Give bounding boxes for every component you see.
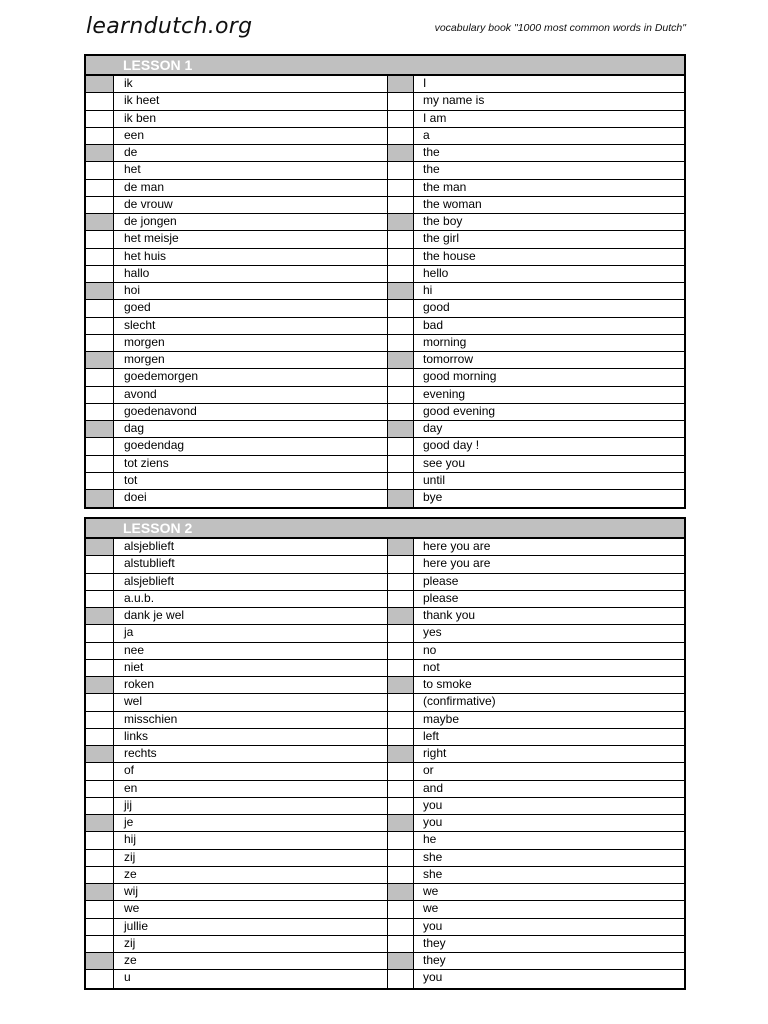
- row-marker-cell: [86, 231, 114, 247]
- dutch-word: u: [114, 970, 388, 987]
- dutch-word: goedenavond: [114, 404, 388, 420]
- vocab-row: [86, 473, 684, 490]
- english-translation: the boy: [423, 214, 463, 228]
- row-marker-cell: [388, 539, 414, 555]
- vocab-row: [86, 850, 684, 867]
- row-marker-cell: [388, 249, 414, 265]
- dutch-word: de: [114, 145, 388, 161]
- dutch-word: wel: [114, 694, 388, 710]
- vocab-row: [86, 936, 684, 953]
- vocab-row: [86, 76, 684, 93]
- row-marker-cell: [388, 231, 414, 247]
- dutch-word: alsjeblieft: [114, 539, 388, 555]
- english-translation: and: [423, 780, 444, 795]
- vocab-row: [86, 438, 684, 455]
- vocab-row: [86, 180, 684, 197]
- vocab-row: [86, 369, 684, 386]
- row-marker-cell: [388, 283, 414, 299]
- row-marker-cell: [388, 729, 414, 745]
- row-marker-cell: [388, 677, 414, 693]
- row-marker-cell: [388, 970, 414, 987]
- english-translation: the girl: [423, 231, 460, 246]
- english-translation: morning: [423, 334, 467, 349]
- english-translation: left: [423, 728, 440, 743]
- vocab-row: [86, 197, 684, 214]
- row-marker-cell: [86, 456, 114, 472]
- vocab-row: [86, 901, 684, 918]
- row-marker-cell: [388, 643, 414, 659]
- row-marker-cell: [86, 162, 114, 178]
- english-translation: right: [423, 746, 447, 760]
- row-marker-cell: [86, 694, 114, 710]
- row-marker-cell: [86, 850, 114, 866]
- row-marker-cell: [388, 781, 414, 797]
- row-marker-cell: [388, 746, 414, 762]
- vocab-row: [86, 335, 684, 352]
- english-translation: see you: [423, 455, 466, 470]
- row-marker-cell: [86, 643, 114, 659]
- row-marker-cell: [388, 335, 414, 351]
- row-marker-cell: [388, 953, 414, 969]
- row-marker-cell: [86, 660, 114, 676]
- row-marker-cell: [388, 694, 414, 710]
- dutch-word: ik heet: [114, 93, 388, 109]
- row-marker-cell: [388, 901, 414, 917]
- vocab-row: [86, 456, 684, 473]
- english-translation: here you are: [423, 556, 491, 571]
- row-marker-cell: [388, 763, 414, 779]
- english-translation: you: [423, 797, 443, 812]
- row-marker-cell: [86, 591, 114, 607]
- row-marker-cell: [86, 369, 114, 385]
- vocab-row: [86, 145, 684, 162]
- dutch-word: een: [114, 128, 388, 144]
- row-marker-cell: [388, 404, 414, 420]
- row-marker-cell: [86, 214, 114, 230]
- row-marker-cell: [86, 953, 114, 969]
- dutch-word: tot ziens: [114, 456, 388, 472]
- vocab-row: [86, 214, 684, 231]
- vocab-row: [86, 781, 684, 798]
- row-marker-cell: [86, 729, 114, 745]
- vocab-row: [86, 111, 684, 128]
- row-marker-cell: [86, 283, 114, 299]
- row-marker-cell: [86, 300, 114, 316]
- english-translation: or: [423, 763, 434, 778]
- row-marker-cell: [86, 677, 114, 693]
- vocab-row: [86, 694, 684, 711]
- row-marker-cell: [86, 763, 114, 779]
- dutch-word: morgen: [114, 352, 388, 368]
- dutch-word: hij: [114, 832, 388, 848]
- row-marker-cell: [388, 352, 414, 368]
- vocab-row: [86, 574, 684, 591]
- row-marker-cell: [388, 591, 414, 607]
- english-translation: the house: [423, 248, 476, 263]
- row-marker-cell: [86, 352, 114, 368]
- vocab-row: [86, 953, 684, 970]
- row-marker-cell: [388, 798, 414, 814]
- english-translation: bye: [423, 490, 443, 504]
- vocab-row: [86, 729, 684, 746]
- row-marker-cell: [388, 111, 414, 127]
- english-translation: I: [423, 76, 427, 90]
- vocab-row: [86, 556, 684, 573]
- row-marker-cell: [388, 712, 414, 728]
- row-marker-cell: [388, 300, 414, 316]
- row-marker-cell: [86, 387, 114, 403]
- english-translation: my name is: [423, 93, 485, 108]
- english-translation: the: [423, 162, 440, 177]
- english-translation: hi: [423, 283, 433, 297]
- row-marker-cell: [388, 214, 414, 230]
- english-translation: the: [423, 145, 440, 159]
- vocab-row: [86, 283, 684, 300]
- row-marker-cell: [388, 369, 414, 385]
- vocab-row: [86, 815, 684, 832]
- english-translation: she: [423, 866, 443, 881]
- english-translation: we: [423, 884, 439, 898]
- row-marker-cell: [86, 249, 114, 265]
- dutch-word: goed: [114, 300, 388, 316]
- row-marker-cell: [388, 660, 414, 676]
- row-marker-cell: [86, 318, 114, 334]
- english-translation: good morning: [423, 369, 497, 384]
- vocab-row: [86, 832, 684, 849]
- vocab-row: [86, 712, 684, 729]
- vocab-row: [86, 421, 684, 438]
- row-marker-cell: [86, 421, 114, 437]
- row-marker-cell: [86, 197, 114, 213]
- row-marker-cell: [388, 145, 414, 161]
- dutch-word: roken: [114, 677, 388, 693]
- english-translation: he: [423, 832, 437, 847]
- dutch-word: hoi: [114, 283, 388, 299]
- lesson-rows: [86, 539, 684, 988]
- dutch-word: en: [114, 781, 388, 797]
- vocab-row: [86, 643, 684, 660]
- row-marker-cell: [86, 608, 114, 624]
- row-marker-cell: [86, 901, 114, 917]
- row-marker-cell: [388, 867, 414, 883]
- dutch-word: ik: [114, 76, 388, 92]
- dutch-word: zij: [114, 850, 388, 866]
- english-translation: please: [423, 590, 459, 605]
- vocab-row: [86, 539, 684, 556]
- dutch-word: we: [114, 901, 388, 917]
- dutch-word: ze: [114, 953, 388, 969]
- dutch-word: je: [114, 815, 388, 831]
- row-marker-cell: [86, 76, 114, 92]
- row-marker-cell: [86, 746, 114, 762]
- dutch-word: morgen: [114, 335, 388, 351]
- row-marker-cell: [388, 438, 414, 454]
- row-marker-cell: [86, 438, 114, 454]
- row-marker-cell: [388, 266, 414, 282]
- lesson-header: [86, 56, 684, 76]
- row-marker-cell: [86, 490, 114, 507]
- english-translation: no: [423, 642, 437, 657]
- english-translation: bad: [423, 317, 444, 332]
- row-marker-cell: [388, 197, 414, 213]
- vocab-row: [86, 352, 684, 369]
- dutch-word: ja: [114, 625, 388, 641]
- vocab-row: [86, 128, 684, 145]
- dutch-word: avond: [114, 387, 388, 403]
- english-translation: yes: [423, 625, 442, 640]
- lesson-rows: [86, 76, 684, 507]
- vocab-row: [86, 300, 684, 317]
- row-marker-cell: [388, 608, 414, 624]
- english-translation: a: [423, 127, 430, 142]
- vocab-row: [86, 404, 684, 421]
- lesson-1-table: [84, 54, 686, 509]
- vocab-row: [86, 387, 684, 404]
- english-translation: thank you: [423, 608, 476, 622]
- english-translation: we: [423, 901, 439, 916]
- english-translation: they: [423, 935, 446, 950]
- dutch-word: a.u.b.: [114, 591, 388, 607]
- row-marker-cell: [388, 832, 414, 848]
- row-marker-cell: [86, 539, 114, 555]
- row-marker-cell: [388, 456, 414, 472]
- vocab-row: [86, 660, 684, 677]
- row-marker-cell: [388, 162, 414, 178]
- vocab-row: [86, 763, 684, 780]
- row-marker-cell: [86, 815, 114, 831]
- english-translation: you: [423, 918, 443, 933]
- row-marker-cell: [86, 335, 114, 351]
- dutch-word: doei: [114, 490, 388, 507]
- dutch-word: slecht: [114, 318, 388, 334]
- vocab-row: [86, 919, 684, 936]
- row-marker-cell: [388, 421, 414, 437]
- vocab-row: [86, 625, 684, 642]
- english-translation: the man: [423, 179, 467, 194]
- row-marker-cell: [86, 970, 114, 987]
- english-translation: here you are: [423, 539, 491, 553]
- row-marker-cell: [86, 919, 114, 935]
- english-translation: hello: [423, 265, 449, 280]
- row-marker-cell: [86, 180, 114, 196]
- vocab-row: [86, 608, 684, 625]
- row-marker-cell: [86, 884, 114, 900]
- vocab-row: [86, 970, 684, 987]
- dutch-word: ze: [114, 867, 388, 883]
- vocab-row: [86, 490, 684, 507]
- row-marker-cell: [86, 556, 114, 572]
- row-marker-cell: [388, 815, 414, 831]
- english-translation: you: [423, 970, 443, 985]
- dutch-word: rechts: [114, 746, 388, 762]
- row-marker-cell: [86, 832, 114, 848]
- lesson-title: LESSON 2: [123, 520, 193, 536]
- row-marker-cell: [86, 574, 114, 590]
- dutch-word: of: [114, 763, 388, 779]
- dutch-word: alsjeblieft: [114, 574, 388, 590]
- vocab-row: [86, 162, 684, 179]
- dutch-word: jullie: [114, 919, 388, 935]
- vocab-row: [86, 867, 684, 884]
- dutch-word: ik ben: [114, 111, 388, 127]
- dutch-word: de jongen: [114, 214, 388, 230]
- english-translation: until: [423, 472, 446, 487]
- row-marker-cell: [388, 850, 414, 866]
- lesson-title: LESSON 1: [123, 57, 193, 73]
- dutch-word: nee: [114, 643, 388, 659]
- english-translation: I am: [423, 110, 447, 125]
- row-marker-cell: [86, 625, 114, 641]
- row-marker-cell: [388, 490, 414, 507]
- english-translation: to smoke: [423, 677, 472, 691]
- row-marker-cell: [388, 625, 414, 641]
- row-marker-cell: [388, 128, 414, 144]
- book-subtitle: vocabulary book "1000 most common words in Dutch": [434, 22, 686, 34]
- dutch-word: het: [114, 162, 388, 178]
- row-marker-cell: [86, 111, 114, 127]
- row-marker-cell: [388, 76, 414, 92]
- english-translation: tomorrow: [423, 352, 474, 366]
- vocab-row: [86, 677, 684, 694]
- row-marker-cell: [86, 936, 114, 952]
- lesson-header: [86, 519, 684, 539]
- dutch-word: de vrouw: [114, 197, 388, 213]
- english-translation: she: [423, 849, 443, 864]
- english-translation: evening: [423, 386, 466, 401]
- row-marker-cell: [388, 473, 414, 489]
- english-translation: not: [423, 659, 440, 674]
- row-marker-cell: [388, 387, 414, 403]
- english-translation: please: [423, 573, 459, 588]
- row-marker-cell: [388, 180, 414, 196]
- vocab-row: [86, 746, 684, 763]
- dutch-word: tot: [114, 473, 388, 489]
- english-translation: good day !: [423, 438, 480, 453]
- dutch-word: jij: [114, 798, 388, 814]
- site-logo: learndutch.org: [86, 14, 253, 39]
- lesson-2-table: [84, 517, 686, 990]
- row-marker-cell: [86, 798, 114, 814]
- row-marker-cell: [388, 936, 414, 952]
- row-marker-cell: [388, 919, 414, 935]
- dutch-word: links: [114, 729, 388, 745]
- row-marker-cell: [86, 781, 114, 797]
- row-marker-cell: [86, 712, 114, 728]
- row-marker-cell: [388, 556, 414, 572]
- row-marker-cell: [86, 128, 114, 144]
- english-translation: maybe: [423, 711, 460, 726]
- dutch-word: dank je wel: [114, 608, 388, 624]
- dutch-word: de man: [114, 180, 388, 196]
- vocab-row: [86, 93, 684, 110]
- vocab-row: [86, 249, 684, 266]
- row-marker-cell: [388, 318, 414, 334]
- vocab-row: [86, 231, 684, 248]
- dutch-word: het meisje: [114, 231, 388, 247]
- dutch-word: wij: [114, 884, 388, 900]
- dutch-word: zij: [114, 936, 388, 952]
- english-translation: they: [423, 953, 446, 967]
- dutch-word: alstublieft: [114, 556, 388, 572]
- row-marker-cell: [86, 404, 114, 420]
- dutch-word: niet: [114, 660, 388, 676]
- dutch-word: hallo: [114, 266, 388, 282]
- vocab-row: [86, 591, 684, 608]
- row-marker-cell: [86, 93, 114, 109]
- row-marker-cell: [388, 93, 414, 109]
- dutch-word: goedendag: [114, 438, 388, 454]
- english-translation: day: [423, 421, 443, 435]
- english-translation: good evening: [423, 403, 496, 418]
- vocab-row: [86, 884, 684, 901]
- row-marker-cell: [388, 884, 414, 900]
- vocab-row: [86, 318, 684, 335]
- dutch-word: goedemorgen: [114, 369, 388, 385]
- row-marker-cell: [86, 867, 114, 883]
- english-translation: the woman: [423, 196, 482, 211]
- dutch-word: misschien: [114, 712, 388, 728]
- english-translation: (confirmative): [423, 694, 496, 709]
- english-translation: good: [423, 300, 450, 315]
- vocab-row: [86, 798, 684, 815]
- row-marker-cell: [388, 574, 414, 590]
- row-marker-cell: [86, 145, 114, 161]
- dutch-word: het huis: [114, 249, 388, 265]
- row-marker-cell: [86, 473, 114, 489]
- vocab-row: [86, 266, 684, 283]
- english-translation: you: [423, 815, 443, 829]
- row-marker-cell: [86, 266, 114, 282]
- dutch-word: dag: [114, 421, 388, 437]
